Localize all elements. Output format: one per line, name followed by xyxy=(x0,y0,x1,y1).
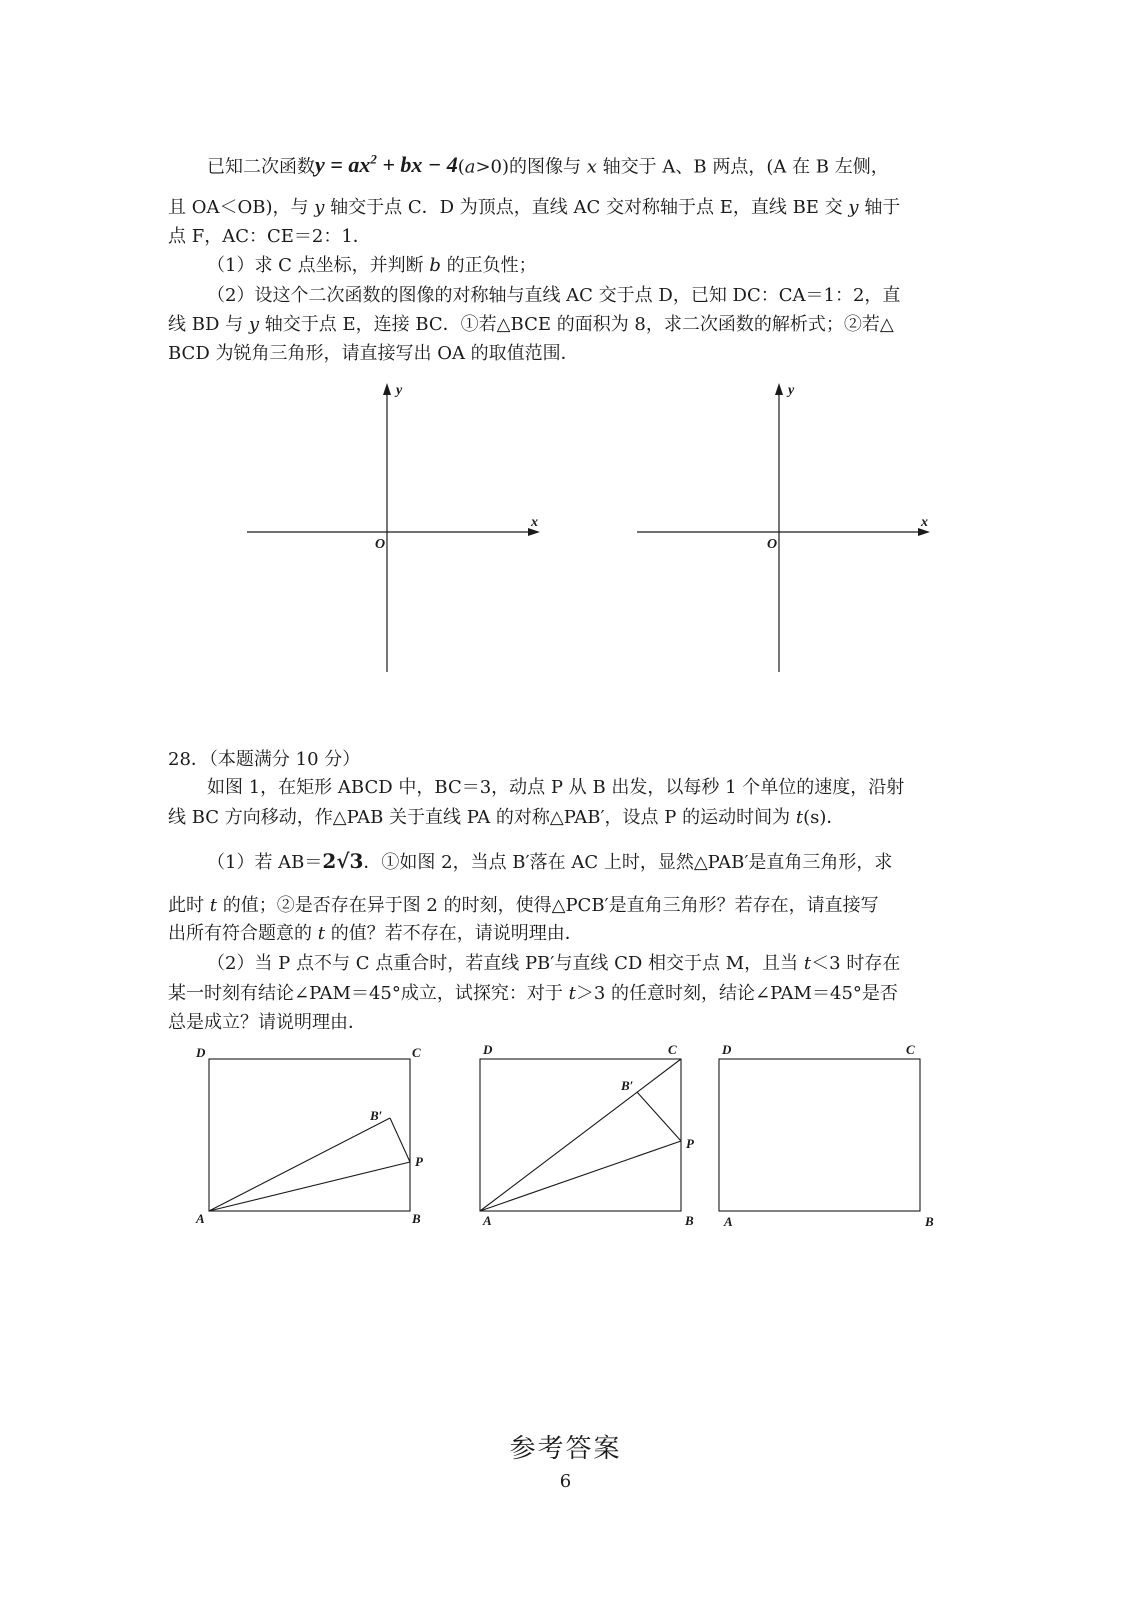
p27-intro-x: x xyxy=(586,156,597,178)
fig1-label-B: B xyxy=(412,1211,421,1226)
p28-header xyxy=(168,748,360,772)
formula-constant: − 4 xyxy=(422,152,458,178)
p28-q2-l2a: 某一时刻有结论∠PAM＝45°成立，试探究：对于 xyxy=(168,983,563,1004)
p28-line-2 xyxy=(168,806,844,830)
p28-p2a: 线 BC 方向移动，作△PAB 关于直线 PA 的对称△PAB′，设点 P 的运动时间为 xyxy=(168,807,791,828)
fig1-label-B-prime: B′ xyxy=(370,1108,383,1123)
fig2-label-P: P xyxy=(686,1136,694,1151)
p27-intro-d: 轴交于 A、B 两点，(A 在 B 左侧， xyxy=(602,156,889,178)
p27-q2-l3: BCD 为锐角三角形，请直接写出 OA 的取值范围． xyxy=(168,343,579,364)
origin-label-1: O xyxy=(375,537,386,552)
fig3-label-B: B xyxy=(925,1214,934,1229)
p28-q1-l2a: 此时 xyxy=(168,895,204,916)
y-axis-label-1: y xyxy=(396,383,403,398)
fig2-label-B-prime: B′ xyxy=(621,1078,634,1093)
fig2-label-C: C xyxy=(668,1042,677,1057)
p27-l2a: 且 OA＜OB)，与 xyxy=(168,197,309,218)
p28-q1a: （1）若 AB＝ xyxy=(207,852,323,873)
fig3-label-C: C xyxy=(906,1042,915,1057)
p28-p2b: (s)． xyxy=(803,807,845,828)
figure-1 xyxy=(209,1059,410,1211)
formula-bx: + bx xyxy=(376,152,423,178)
x-axis-label-1: x xyxy=(531,515,538,530)
formula-power: 2 xyxy=(370,152,377,167)
p28-q1-l3b: 的值？若不存在，请说明理由． xyxy=(330,923,583,944)
page-number: 6 xyxy=(559,1471,572,1492)
fig1-line-B-prime-P xyxy=(390,1118,410,1162)
answer-heading: 参考答案 xyxy=(509,1434,622,1464)
p28-q2-l1b: ＜3 时存在 xyxy=(811,953,901,974)
fig2-label-D: D xyxy=(483,1042,493,1057)
x-axis-label-2: x xyxy=(921,515,928,530)
p27-l3: 点 F，AC：CE＝2：1． xyxy=(168,226,371,247)
p27-intro-b: ( xyxy=(457,156,465,178)
fig1-label-A: A xyxy=(196,1211,205,1226)
fig2-line-B-prime-P xyxy=(637,1092,681,1141)
fig3-label-D: D xyxy=(722,1042,732,1057)
p27-l2c: 轴于 xyxy=(864,197,901,218)
p28-header-text: 28．（本题满分 10 分） xyxy=(168,749,361,770)
p28-q2-line-2 xyxy=(168,982,898,1006)
formula-y: y xyxy=(315,152,325,178)
p28-p1: 如图 1，在矩形 ABCD 中，BC＝3，动点 P 从 B 出发，以每秒 1 个单位的速度，沿射 xyxy=(207,777,905,798)
fig2-line-AP xyxy=(480,1141,681,1211)
p27-q2-l2a: 线 BD 与 xyxy=(168,314,244,335)
p28-q2-line-3 xyxy=(168,1011,366,1035)
p28-q1-line-1 xyxy=(207,849,892,875)
p28-q1-l3t: t xyxy=(317,923,325,944)
p27-l2y2: y xyxy=(848,197,859,218)
p28-q1-l2b: 的值；②是否存在异于图 2 的时刻，使得△PCB′是直角三角形？若存在，请直接写 xyxy=(222,895,879,916)
p27-q2-l1: （2）设这个二次函数的图像的对称轴与直线 AC 交于点 D，已知 DC：CA＝1：2，直 xyxy=(207,285,901,306)
p27-q1a: （1）求 C 点坐标，并判断 xyxy=(207,255,424,276)
p28-q1-math: 2√3 xyxy=(322,849,364,873)
fig1-label-D: D xyxy=(196,1045,206,1060)
fig3-label-A: A xyxy=(724,1214,733,1229)
p28-q2-l1a: （2）当 P 点不与 C 点重合时，若直线 PB′与直线 CD 相交于点 M，且当 xyxy=(207,953,799,974)
p28-q2-line-1 xyxy=(207,952,900,976)
fig1-label-C: C xyxy=(412,1045,421,1060)
y-axis-label-2: y xyxy=(788,383,795,398)
formula-ax: ax xyxy=(348,152,371,178)
fig1-label-P: P xyxy=(415,1154,423,1169)
p28-q2-l2b: ＞3 的任意时刻，结论∠PAM＝45°是否 xyxy=(575,983,898,1004)
fig2-line-AC xyxy=(480,1059,681,1211)
origin-label-2: O xyxy=(767,537,778,552)
figure-3 xyxy=(719,1059,920,1211)
p28-q2-l2t: t xyxy=(568,983,576,1004)
fig1-line-AP xyxy=(209,1162,410,1211)
p27-q2-l2b: 轴交于点 E，连接 BC．①若△BCE 的面积为 8，求二次函数的解析式；②若△ xyxy=(264,314,894,335)
p27-q1c: 的正负性； xyxy=(446,255,537,276)
fig2-label-B: B xyxy=(685,1213,694,1228)
p28-q1-line-2 xyxy=(168,894,879,918)
p28-q1-line-3 xyxy=(168,922,583,946)
p27-q2-l2y: y xyxy=(248,314,260,335)
fig3-rectangle xyxy=(719,1059,920,1211)
p28-q2-l3: 总是成立？请说明理由． xyxy=(168,1012,366,1033)
fig2-label-A: A xyxy=(483,1213,492,1228)
p28-p2t: t xyxy=(795,807,804,828)
p28-q2-l1t: t xyxy=(803,953,812,974)
p27-intro-a: 已知二次函数 xyxy=(207,156,315,178)
p28-q1b: ．①如图 2，当点 B′落在 AC 上时，显然△PAB′是直角三角形，求 xyxy=(363,852,893,873)
formula-eq: = xyxy=(324,152,349,178)
fig1-rectangle xyxy=(209,1059,410,1211)
p27-intro-c: >0)的图像与 xyxy=(475,156,582,178)
p28-q1-l2t: t xyxy=(209,895,217,916)
y-axis-arrow-2 xyxy=(775,383,783,395)
p27-l2y: y xyxy=(314,197,325,218)
p27-intro-a-var: a xyxy=(464,156,476,178)
fig1-line-AB-prime xyxy=(209,1118,390,1211)
y-axis-arrow-1 xyxy=(383,383,391,395)
p27-q1b: b xyxy=(429,255,441,276)
figure-2 xyxy=(480,1059,681,1211)
p28-q1-l3a: 出所有符合题意的 xyxy=(168,923,312,944)
p28-line-1 xyxy=(207,776,904,800)
p27-l2b: 轴交于点 C．D 为顶点，直线 AC 交对称轴于点 E，直线 BE 交 xyxy=(330,197,843,218)
